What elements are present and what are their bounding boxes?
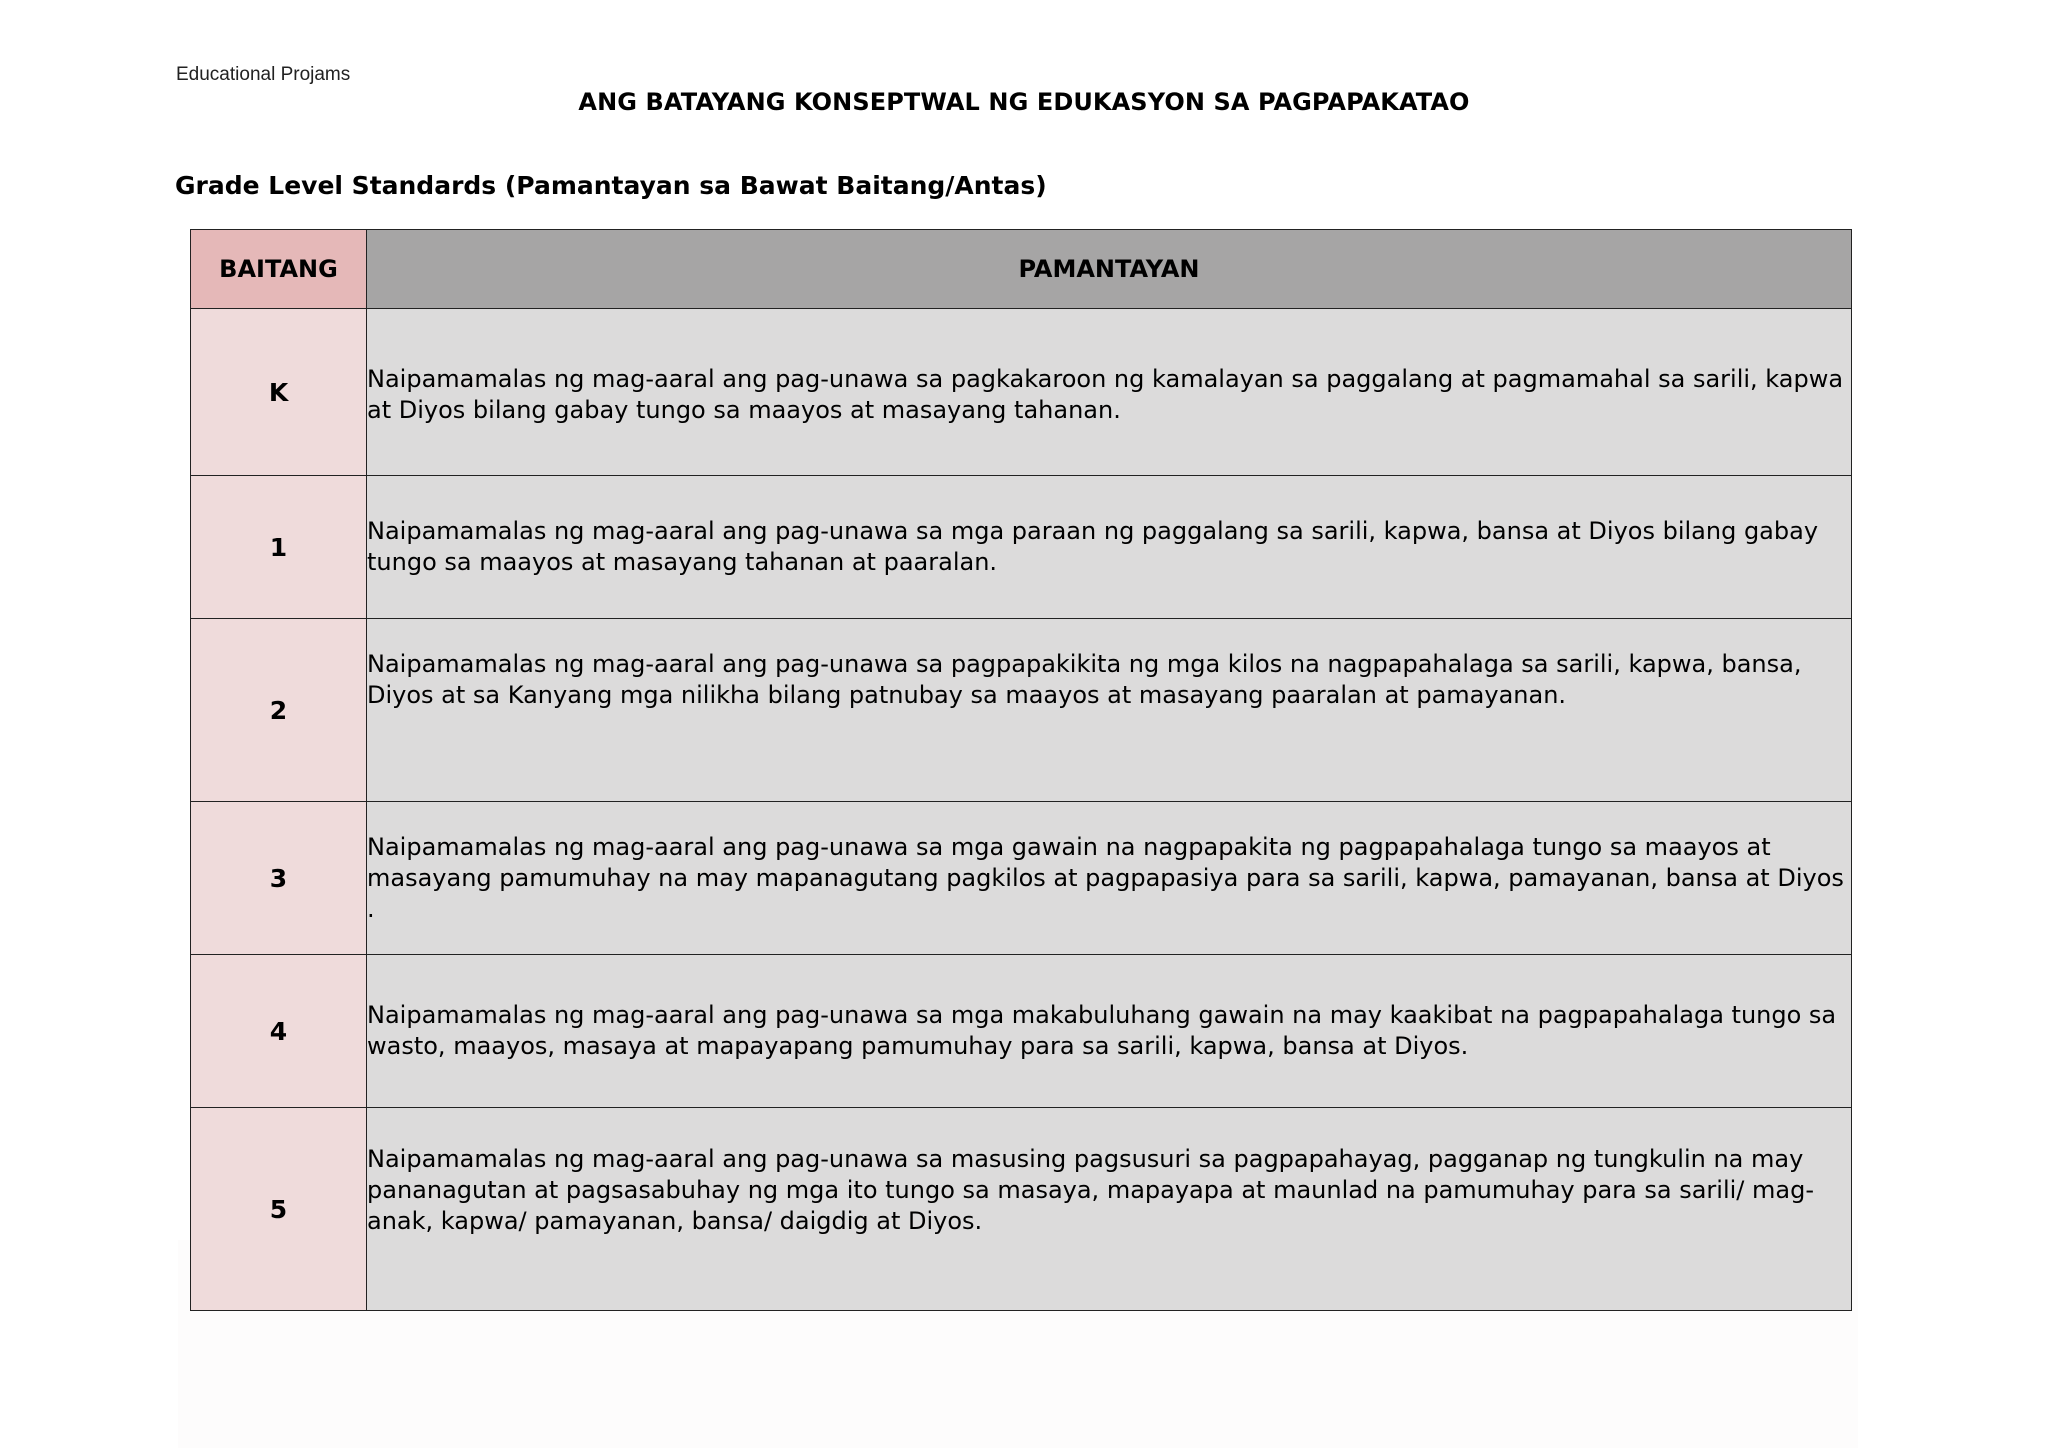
grade-cell: 3 xyxy=(191,802,367,955)
table-header-row xyxy=(191,230,1852,309)
table-row xyxy=(191,802,1852,955)
standard-cell: Naipamamalas ng mag-aaral ang pag-unawa sa pagkakaroon ng kamalayan sa paggalang at pagmamahal sa sarili, kapwa at Diyos bilang gabay tungo sa maayos at masayang tahanan. xyxy=(367,309,1852,476)
header-cell-pamantayan: PAMANTAYAN xyxy=(367,230,1852,309)
standard-cell: Naipamamalas ng mag-aaral ang pag-unawa sa pagpapakikita ng mga kilos na nagpapahalaga sa sarili, kapwa, bansa, Diyos at sa Kanyang mga nilikha bilang patnubay sa maayos at masayang paaralan at pamayanan. xyxy=(367,619,1852,802)
corner-watermark-text: Educational Projams xyxy=(176,64,351,85)
grade-cell: 2 xyxy=(191,619,367,802)
table-row xyxy=(191,1108,1852,1311)
header-cell-baitang: BAITANG xyxy=(191,230,367,309)
standard-cell: Naipamamalas ng mag-aaral ang pag-unawa sa masusing pagsusuri sa pagpapahayag, pagganap ng tungkulin na may pananagutan at pagsasabuhay ng mga ito tungo sa masaya, mapayapa at maunlad na pamumuhay para sa sarili/ mag-anak, kapwa/ pamayanan, bansa/ daigdig at Diyos. xyxy=(367,1108,1852,1311)
grade-cell: 5 xyxy=(191,1108,367,1311)
standard-cell: Naipamamalas ng mag-aaral ang pag-unawa sa mga makabuluhang gawain na may kaakibat na pagpapahalaga tungo sa wasto, maayos, masaya at mapayapang pamumuhay para sa sarili, kapwa, bansa at Diyos. xyxy=(367,955,1852,1108)
standard-cell: Naipamamalas ng mag-aaral ang pag-unawa sa mga paraan ng paggalang sa sarili, kapwa, bansa at Diyos bilang gabay tungo sa maayos at masayang tahanan at paaralan. xyxy=(367,476,1852,619)
document-title: ANG BATAYANG KONSEPTWAL NG EDUKASYON SA PAGPAPAKATAO xyxy=(578,88,1470,116)
table-row xyxy=(191,476,1852,619)
table-row xyxy=(191,955,1852,1108)
grade-cell: 1 xyxy=(191,476,367,619)
standard-cell: Naipamamalas ng mag-aaral ang pag-unawa sa mga gawain na nagpapakita ng pagpapahalaga tungo sa maayos at masayang pamumuhay na may mapanagutang pagkilos at pagpapasiya para sa sarili, kapwa, pamayanan, bansa at Diyos . xyxy=(367,802,1852,955)
table-row xyxy=(191,309,1852,476)
grade-level-standards-table xyxy=(190,229,1852,1311)
section-title: Grade Level Standards (Pamantayan sa Bawat Baitang/Antas) xyxy=(175,171,1047,200)
table-row xyxy=(191,619,1852,802)
grade-cell: K xyxy=(191,309,367,476)
grade-cell: 4 xyxy=(191,955,367,1108)
